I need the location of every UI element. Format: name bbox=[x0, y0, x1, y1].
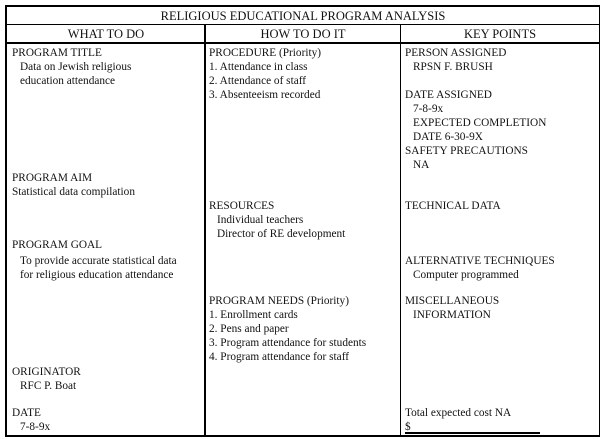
person-assigned-value: RPSN F. BRUSH bbox=[413, 61, 493, 73]
program-title-label: PROGRAM TITLE bbox=[12, 47, 102, 59]
procedure-section bbox=[209, 46, 321, 102]
header-what-to-do: WHAT TO DO bbox=[67, 27, 145, 41]
originator-value: RFC P. Boat bbox=[20, 380, 77, 392]
alternative-techniques-section bbox=[405, 254, 555, 282]
originator-label: ORIGINATOR bbox=[12, 366, 81, 378]
miscellaneous-sublabel: INFORMATION bbox=[413, 309, 491, 321]
alternative-techniques-value: Computer programmed bbox=[413, 269, 519, 281]
header-how-to-do-it: HOW TO DO IT bbox=[260, 27, 346, 41]
date-label: DATE bbox=[12, 407, 41, 419]
expected-completion-label: EXPECTED COMPLETION bbox=[413, 117, 547, 129]
originator-section bbox=[12, 365, 81, 393]
program-title-line: education attendance bbox=[20, 75, 116, 87]
miscellaneous-label: MISCELLANEOUS bbox=[405, 295, 500, 307]
procedure-label: PROCEDURE (Priority) bbox=[209, 47, 322, 59]
date-value: 7-8-9x bbox=[20, 421, 51, 433]
procedure-item: 3. Absenteeism recorded bbox=[209, 89, 321, 101]
program-goal-line: To provide accurate statistical data bbox=[20, 255, 177, 267]
program-needs-item: 3. Program attendance for students bbox=[209, 337, 367, 349]
resources-label: RESOURCES bbox=[209, 200, 275, 212]
program-aim-label: PROGRAM AIM bbox=[12, 172, 93, 184]
resource-item: Director of RE development bbox=[217, 228, 346, 240]
program-aim-section bbox=[12, 171, 135, 199]
procedure-item: 1. Attendance in class bbox=[209, 61, 308, 73]
date-assigned-section bbox=[405, 88, 546, 144]
program-needs-section bbox=[209, 294, 366, 364]
procedure-item: 2. Attendance of staff bbox=[209, 75, 307, 87]
miscellaneous-section bbox=[405, 294, 499, 322]
person-assigned-section bbox=[405, 46, 506, 74]
program-needs-item: 4. Program attendance for staff bbox=[209, 351, 350, 363]
date-assigned-label: DATE ASSIGNED bbox=[405, 89, 492, 101]
resources-section bbox=[209, 199, 345, 241]
date-section bbox=[12, 406, 50, 434]
technical-data-section bbox=[405, 199, 501, 213]
program-goal-section bbox=[12, 238, 177, 282]
expected-completion-date: DATE 6-30-9X bbox=[413, 131, 483, 143]
column-divider bbox=[400, 25, 401, 435]
technical-data-label: TECHNICAL DATA bbox=[405, 200, 501, 212]
resource-item: Individual teachers bbox=[217, 214, 304, 226]
total-cost-label: Total expected cost NA bbox=[405, 407, 512, 419]
program-goal-line: for religious education attendance bbox=[20, 269, 174, 281]
program-title-line: Data on Jewish religious bbox=[20, 61, 132, 73]
date-assigned-value: 7-8-9x bbox=[413, 103, 444, 115]
safety-precautions-value: NA bbox=[413, 159, 430, 171]
program-needs-item: 2. Pens and paper bbox=[209, 323, 289, 335]
analysis-form bbox=[5, 5, 600, 437]
program-title-section bbox=[12, 46, 131, 88]
person-assigned-label: PERSON ASSIGNED bbox=[405, 47, 507, 59]
program-aim-value: Statistical data compilation bbox=[12, 186, 135, 198]
alternative-techniques-label: ALTERNATIVE TECHNIQUES bbox=[405, 255, 555, 267]
form-title: RELIGIOUS EDUCATIONAL PROGRAM ANALYSIS bbox=[7, 7, 599, 25]
safety-precautions-section bbox=[405, 144, 528, 172]
program-needs-label: PROGRAM NEEDS (Priority) bbox=[209, 295, 349, 307]
program-needs-item: 1. Enrollment cards bbox=[209, 309, 298, 321]
total-cost-section bbox=[405, 406, 540, 434]
column-divider bbox=[204, 25, 206, 435]
total-cost-field[interactable]: $ bbox=[405, 420, 540, 434]
header-key-points: KEY POINTS bbox=[463, 27, 537, 41]
column-header-row bbox=[7, 25, 599, 44]
safety-precautions-label: SAFETY PRECAUTIONS bbox=[405, 145, 528, 157]
program-goal-label: PROGRAM GOAL bbox=[12, 239, 103, 251]
